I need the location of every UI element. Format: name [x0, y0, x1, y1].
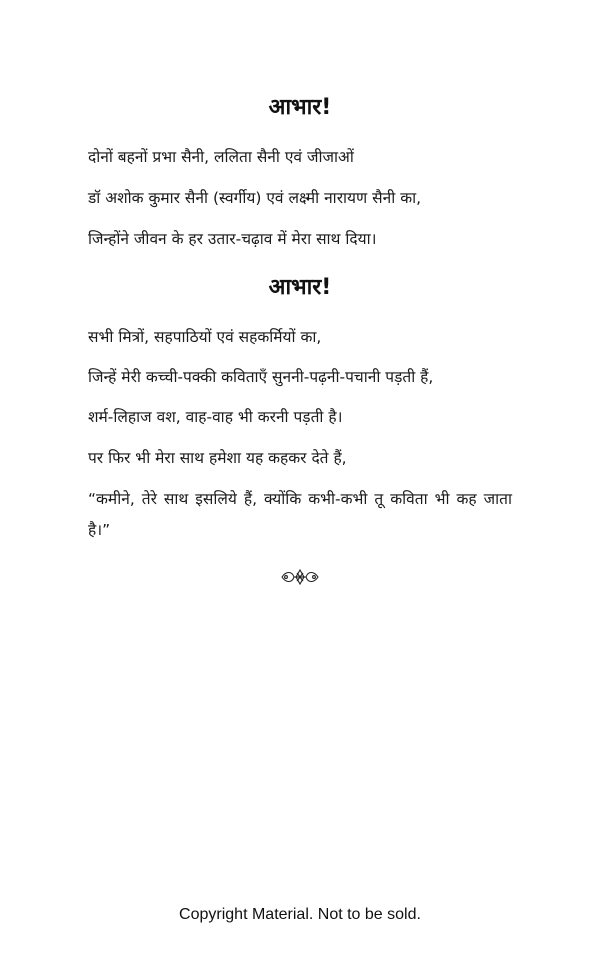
- section1-line-2: डॉ अशोक कुमार सैनी (स्वर्गीय) एवं लक्ष्मी नारायण सैनी का,: [88, 189, 422, 207]
- section2-quote: “कमीने, तेरे साथ इसलिये हैं, क्योंकि कभी-कभी तू कविता भी कह जाता है।”: [88, 490, 512, 539]
- section1-line-1: दोनों बहनों प्रभा सैनी, ललिता सैनी एवं जीजाओं: [88, 148, 354, 166]
- section2-heading: आभार!: [268, 275, 332, 300]
- copyright-footer: Copyright Material. Not to be sold.: [179, 906, 421, 923]
- section2-line-4: पर फिर भी मेरा साथ हमेशा यह कहकर देते हैं,: [88, 449, 347, 467]
- section2-line-2: जिन्हें मेरी कच्ची-पक्की कविताएँ सुननी-पढ़नी-पचानी पड़ती हैं,: [88, 368, 434, 386]
- flourish-ornament-icon: [280, 566, 320, 588]
- section2-line-3: शर्म-लिहाज वश, वाह-वाह भी करनी पड़ती है।: [88, 408, 343, 426]
- section1-line-3: जिन्होंने जीवन के हर उतार-चढ़ाव में मेरा साथ दिया।: [88, 230, 377, 248]
- section2-line-1: सभी मित्रों, सहपाठियों एवं सहकर्मियों का,: [88, 328, 322, 346]
- section1-heading: आभार!: [268, 95, 332, 120]
